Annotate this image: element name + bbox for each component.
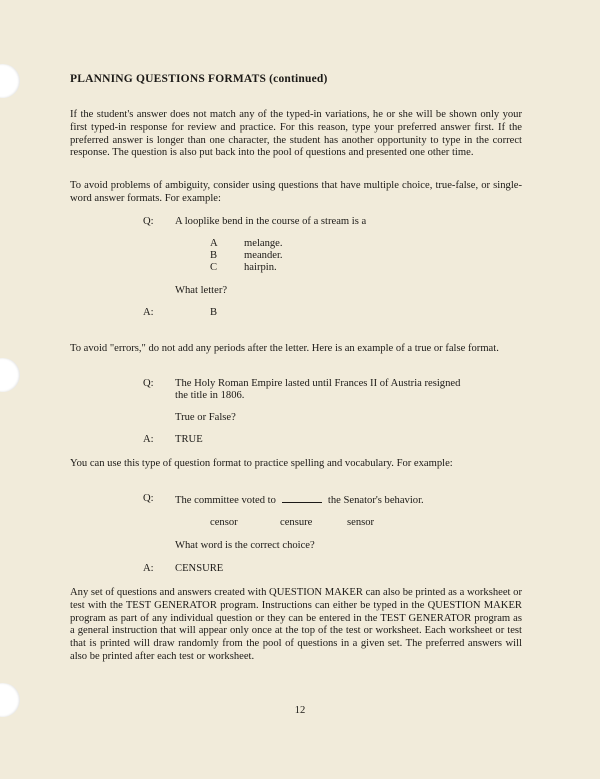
option-letter: C: [210, 262, 218, 273]
answer-text: CENSURE: [175, 563, 224, 574]
question-text: [175, 493, 424, 508]
paragraph-2: To avoid problems of ambiguity, consider using questions that have multiple choice, true-false, or single-word answer formats. For example:: [70, 180, 522, 204]
page-number: 12: [294, 705, 306, 716]
prompt-text: What word is the correct choice?: [175, 540, 315, 551]
option-text: hairpin.: [244, 262, 277, 273]
answer-blank: [282, 493, 322, 503]
a-label: A:: [143, 434, 154, 445]
answer-text: B: [210, 307, 218, 318]
option-letter: A: [210, 238, 218, 249]
binder-hole: [0, 64, 20, 98]
prompt-text: True or False?: [175, 412, 236, 423]
prompt-text: What letter?: [175, 285, 228, 296]
question-text: A looplike bend in the course of a stream is a: [175, 216, 367, 227]
option-text: meander.: [244, 250, 283, 261]
choice-word: censor: [210, 517, 238, 528]
choice-word: censure: [280, 517, 313, 528]
choice-word: sensor: [347, 517, 375, 528]
paragraph-5: Any set of questions and answers created with QUESTION MAKER can also be printed as a worksheet or test with the TEST GENERATOR program. Instructions can either be typed in the QUESTION MAKER program as part of any individual question or they can be entered in the TEST GENERATOR program as a general instruction that will appear only once at the top of the test or worksheet. Each worksheet or test that is printed will draw randomly from the pool of questions in a given set. The preferred answers will also be printed after each test or worksheet.: [70, 587, 522, 662]
q-label: Q:: [143, 216, 154, 227]
paragraph-1: If the student's answer does not match any of the typed-in variations, he or she will be shown only your first typed-in response for review and practice. For this reason, type your preferred answer first. If the preferred answer is longer than one character, the student has another opportunity to type in the correct response. The question is also put back into the pool of questions and presented one other time.: [70, 109, 522, 159]
paragraph-3: To avoid "errors," do not add any periods after the letter. Here is an example of a true or false format.: [70, 343, 499, 354]
question-text-after: the Senator's behavior.: [327, 495, 424, 506]
q-label: Q:: [143, 493, 154, 504]
section-heading: PLANNING QUESTIONS FORMATS (continued): [70, 73, 328, 85]
paragraph-4: You can use this type of question format to practice spelling and vocabulary. For example:: [70, 458, 453, 469]
q-label: Q:: [143, 378, 154, 389]
a-label: A:: [143, 307, 154, 318]
option-text: melange.: [244, 238, 283, 249]
question-text: The Holy Roman Empire lasted until Frances II of Austria resigned: [175, 378, 461, 389]
answer-text: TRUE: [175, 434, 203, 445]
binder-hole: [0, 358, 20, 392]
a-label: A:: [143, 563, 154, 574]
option-letter: B: [210, 250, 218, 261]
question-text-before: The committee voted to: [175, 495, 276, 506]
question-text-continued: the title in 1806.: [175, 390, 245, 401]
